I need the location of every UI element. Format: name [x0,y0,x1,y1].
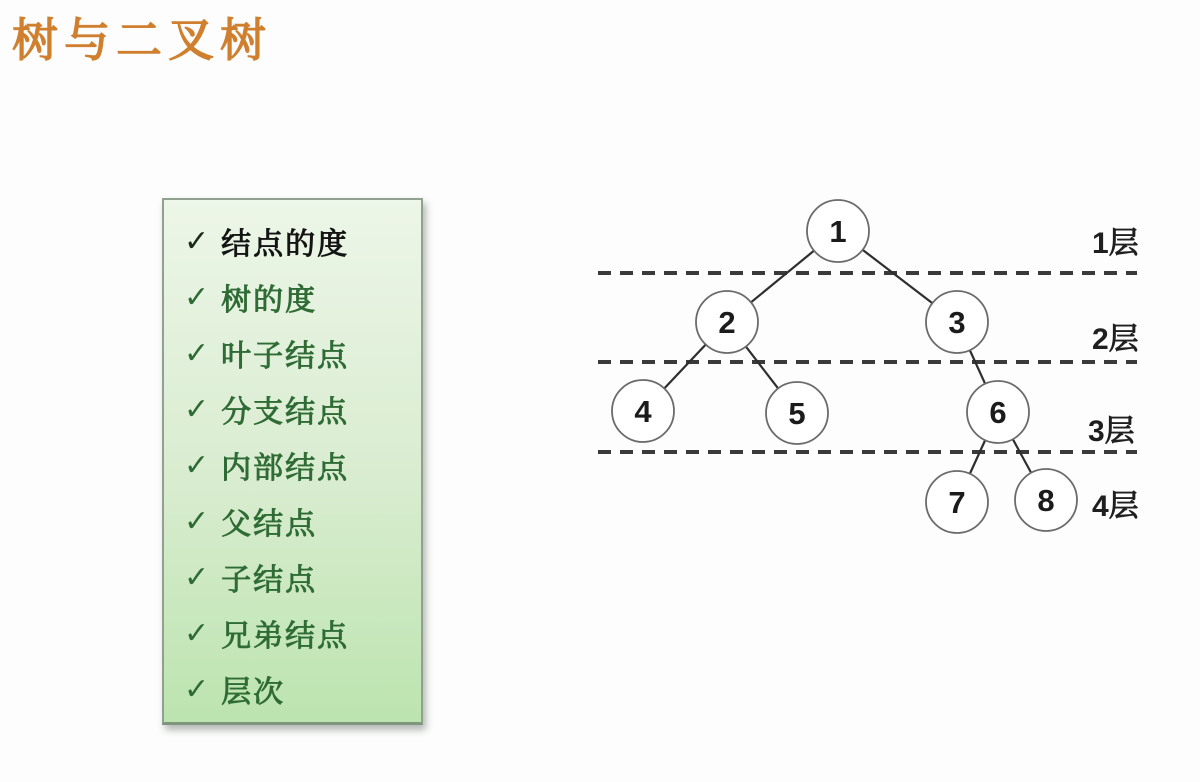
checkmark-icon: ✓ [184,504,210,538]
checklist-item-label: 层次 [221,676,286,709]
checkmark-icon: ✓ [184,448,210,482]
tree-node-label: 4 [634,394,652,429]
tree-node-label: 3 [948,305,966,340]
level-label: 1层 [1092,227,1139,260]
page-title: 树与二叉树 [12,15,272,66]
level-label: 3层 [1088,415,1135,448]
tree-node-label: 5 [788,396,806,431]
checklist-item-label: 内部结点 [221,452,350,485]
checklist-item-label: 树的度 [221,284,318,317]
checkmark-icon: ✓ [184,280,210,314]
checkmark-icon: ✓ [184,336,210,370]
checklist-item-label: 兄弟结点 [221,620,350,653]
level-label: 2层 [1092,323,1139,356]
checkmark-icon: ✓ [184,224,210,258]
checkmark-icon: ✓ [184,616,210,650]
checklist-item-label: 分支结点 [221,396,350,429]
checklist-item-label: 父结点 [221,508,318,541]
tree-node-label: 1 [829,214,847,249]
checkmark-icon: ✓ [184,672,210,706]
tree-node-label: 8 [1037,483,1055,518]
tree-node-label: 7 [948,485,966,520]
tree-node-label: 2 [718,305,736,340]
checklist-item-label: 结点的度 [221,228,350,261]
checkmark-icon: ✓ [184,560,210,594]
tree-node-label: 6 [989,395,1007,430]
level-label: 4层 [1092,490,1139,523]
checklist-item-label: 叶子结点 [221,340,350,373]
checkmark-icon: ✓ [184,392,210,426]
checklist-item-label: 子结点 [221,564,318,597]
